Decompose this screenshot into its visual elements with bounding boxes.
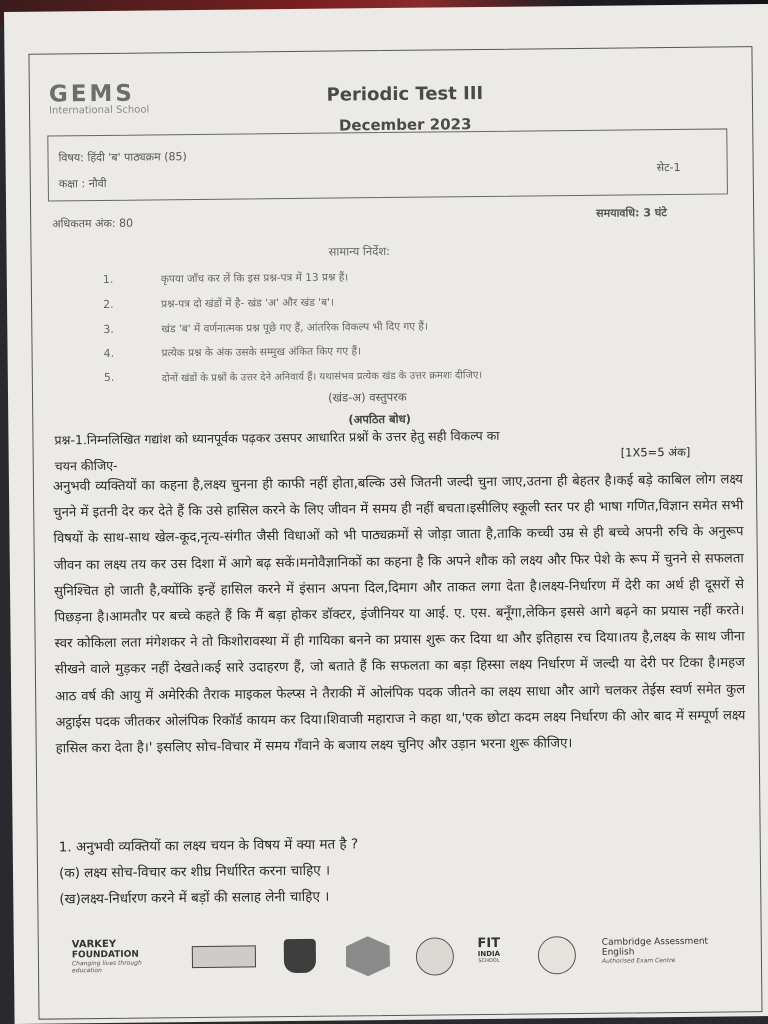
instruction-text: दोनों खंडों के प्रश्नों के उत्तर देने अनिवार्य हैं। यथासंभव प्रत्येक खंड के उत्तर क्रमशः दीजिए। [161,370,483,385]
fit-india-line3: SCHOOL [478,957,500,965]
crest-logo [284,939,316,973]
cambridge-line2: English [601,947,635,958]
fit-india-line2: INDIA [477,949,501,959]
instruction-text: प्रत्येक प्रश्न के अंक उसके सम्मुख अंकित किए गए हैं। [161,345,362,360]
instruction-number: 1. [102,272,114,286]
school-logo [49,80,150,116]
exam-title: Periodic Test III [326,82,484,106]
exam-paper [4,4,768,1024]
cambridge-line3: Authorised Exam Centre [601,957,676,965]
affiliation-logos [64,932,744,989]
instruction-number: 4. [103,346,115,360]
varkey-logo [72,938,168,974]
sub-question-1: 1. अनुभवी व्यक्तियों का लक्ष्य चयन के विषय में क्या मत है ? [58,836,359,856]
set-label: सेट-1 [656,160,681,175]
school-logo-text: GEMS [48,80,136,108]
varkey-line2: FOUNDATION [71,949,139,961]
partner-badge-logo [192,945,256,968]
section-subtitle: (अपठित बोध) [348,411,412,427]
varkey-tagline: Changing lives through education [71,959,142,975]
option-a: (क) लक्ष्य सोच-विचार कर शीघ्र निर्धारित करना चाहिए । [58,862,331,882]
round-emblem-logo [538,936,576,974]
max-marks: अधिकतम अंक: 80 [52,216,134,231]
instruction-number: 5. [103,370,115,384]
instruction-text: खंड 'ब' में वर्णनात्मक प्रश्न पूछे गए हैं, आंतरिक विकल्प भी दिए गए हैं। [161,320,429,336]
hexagon-logo [346,936,390,976]
instruction-text: कृपया जाँच कर लें कि इस प्रश्न-पत्र में 13 प्रश्न हैं। [160,271,349,286]
question-prompt-cont: चयन कीजिए- [54,457,118,474]
cambridge-logo [602,936,742,964]
class-label: कक्षा : नौवी [58,176,107,191]
exam-info-box [47,128,728,201]
section-title: (खंड-अ) वस्तुपरक [327,389,407,405]
exam-date: December 2023 [338,115,472,135]
subject-label: विषय: हिंदी 'ब' पाठ्यक्रम (85) [58,150,187,165]
instruction-number: 2. [103,297,114,311]
instructions-heading: सामान्य निर्देश: [328,243,391,259]
varkey-line1: VARKEY [71,938,117,951]
fit-india-logo [474,937,504,964]
cambridge-line1: Cambridge Assessment [601,936,709,948]
time-allowed: समयावधि: 3 घंटे [596,206,667,220]
option-b: (ख)लक्ष्य-निर्धारण करने में बड़ों की सलाह लेनी चाहिए । [59,888,330,908]
fit-india-line1: FIT [477,935,501,952]
reading-passage: अनुभवी व्यक्तियों का कहना है,लक्ष्य चुनना ही काफी नहीं होता,बल्कि उसे जितनी जल्दी चुना जाए,उतना ही बेहतर है।कई बड़े काबिल लोग लक्ष्य चुनने में इतनी देर कर देते हैं कि उसे हासिल करने के लिए जीवन में समय ही नहीं बचता।इसीलिए स्कूली स्तर पर ही भाषा गणित,विज्ञान समेत सभी विषयों के साथ-साथ खेल-कूद,नृत्य-संगीत जैसी विधाओं को भी पाठ्यक्रमों से जोड़ा जाता है,ताकि कच्ची उम्र से ही बच्चे अपनी रुचि के अनुरूप जीवन का लक्ष्य तय कर उस दिशा में आगे बढ़ सकें।मनोवैज्ञानिकों का कहना है कि अपने शौक को लक्ष्य और फिर पेशे के रूप में चुनने से सफलता सुनिश्चित हो जाती है,क्योंकि इन्हें हासिल करने में इंसान अपना दिल,दिमाग और ताकत लगा देता है।लक्ष्य-निर्धारण में देरी का अर्थ ही दूसरों से पिछड़ना है।आमतौर पर बच्चे कहते हैं कि मैं बड़ा होकर डॉक्टर, इंजीनियर या आई. ए. एस. बनूँगा,लेकिन इससे आगे बढ़ने का प्रयास नहीं करते।स्वर कोकिला लता मंगेशकर ने तो किशोरावस्था में ही गायिका बनने का प्रयास शुरू कर दिया था और इतिहास रच दिया।तय है,लक्ष्य के साथ जीना सीखने वाले मुड़कर नहीं देखते।कई सारे उदाहरण हैं, जो बताते हैं कि सफलता का बड़ा हिस्सा लक्ष्य निर्धारण में जल्दी या देरी पर टिका है।महज आठ वर्ष की आयु में अमेरिकी तैराक माइकल फेल्प्स ने तैराकी में ओलंपिक पदक जीतने का लक्ष्य साधा और आगे चलकर तेईस स्वर्ण समेत कुल अट्ठाईस पदक जीतकर ओलंपिक रिकॉर्ड कायम कर दिया।शिवाजी महाराज ने कहा था,'एक छोटा कदम लक्ष्य निर्धारण की ओर बाद में सम्पूर्ण लक्ष्य हासिल करा देता है।' इसलिए सोच-विचार में समय गँवाने के बजाय लक्ष्य चुनिए और उड़ान भरना शुरू कीजिए। [52,472,746,757]
school-name: International School [48,104,150,117]
question-marks: [1X5=5 अंक] [620,444,691,460]
instruction-text: प्रश्न-पत्र दो खंडों में है- खंड 'अ' और खंड 'ब'। [161,296,334,311]
question-prompt: प्रश्न-1.निम्नलिखित गद्यांश को ध्यानपूर्वक पढ़कर उसपर आधारित प्रश्नों के उत्तर हेतु सही विकल्प का [54,427,500,448]
school-seal-logo [416,937,454,975]
instruction-number: 3. [103,322,114,336]
